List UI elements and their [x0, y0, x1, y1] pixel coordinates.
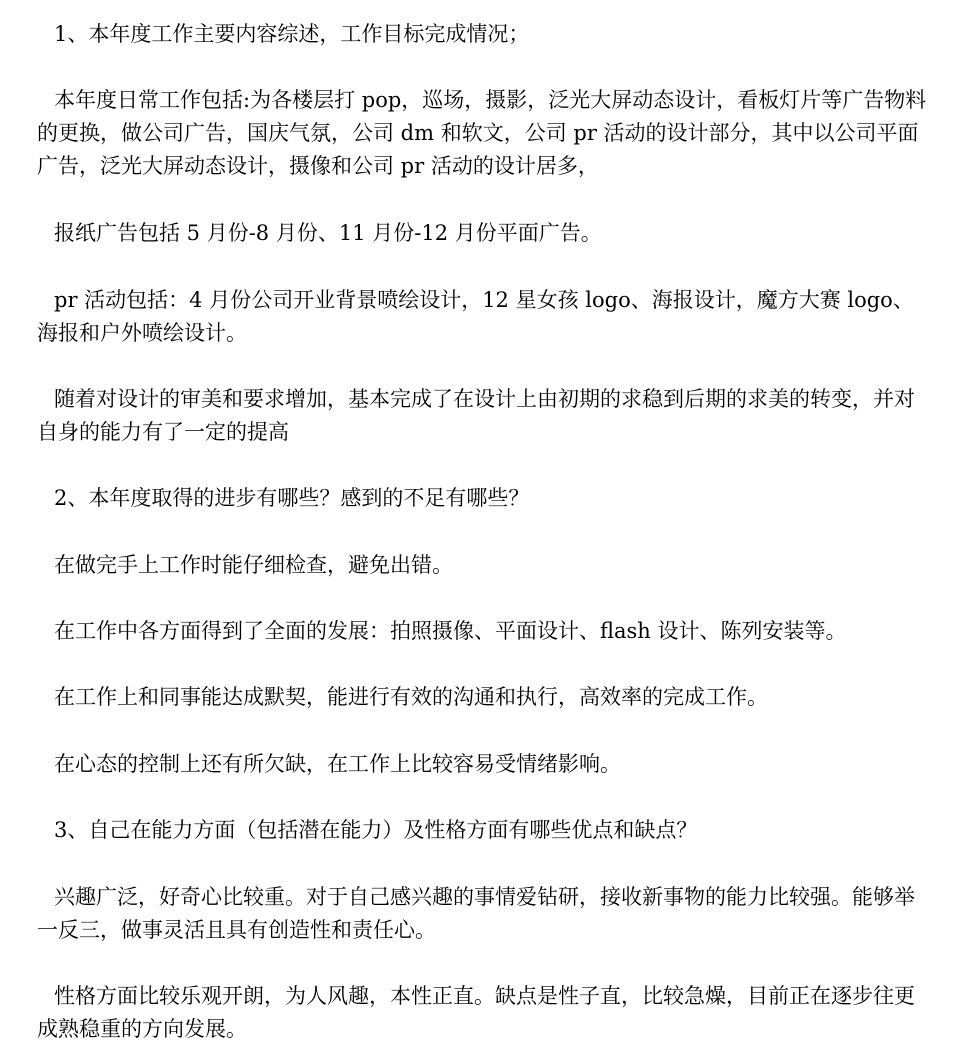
paragraph-personality: 性格方面比较乐观开朗，为人风趣，本性正直。缺点是性子直，比较急燥，目前正在逐步往更成熟稳重的方向发展。: [37, 984, 915, 1041]
paragraph-pr-activities: pr 活动包括：4 月份公司开业背景喷绘设计，12 星女孩 logo、海报设计，魔方大赛 logo、海报和户外喷绘设计。: [37, 288, 914, 345]
paragraph-careful-check: 在做完手上工作时能仔细检查，避免出错。: [54, 553, 453, 577]
heading-3: 3、自己在能力方面（包括潜在能力）及性格方面有哪些优点和缺点？: [54, 818, 698, 842]
paragraph-teamwork: 在工作上和同事能达成默契，能进行有效的沟通和执行，高效率的完成工作。: [54, 685, 768, 709]
heading-2: 2、本年度取得的进步有哪些？感到的不足有哪些？: [54, 486, 530, 510]
paragraph-mindset: 在心态的控制上还有所欠缺，在工作上比较容易受情绪影响。: [54, 752, 621, 776]
paragraph-newspaper-ads: 报纸广告包括 5 月份-8 月份、11 月份-12 月份平面广告。: [54, 221, 602, 245]
paragraph-all-round-development: 在工作中各方面得到了全面的发展：拍照摄像、平面设计、flash 设计、陈列安装等。: [54, 619, 847, 643]
paragraph-daily-work: 本年度日常工作包括:为各楼层打 pop，巡场，摄影，泛光大屏动态设计，看板灯片等广告物料的更换，做公司广告，国庆气氛，公司 dm 和软文，公司 pr 活动的设计部分，其中以公司平面广告，泛光大屏动态设计，摄像和公司 pr 活动的设计居多，: [37, 88, 927, 178]
paragraph-strengths: 兴趣广泛，好奇心比较重。对于自己感兴趣的事情爱钻研，接收新事物的能力比较强。能够举一反三，做事灵活且具有创造性和责任心。: [37, 885, 915, 942]
paragraph-design-progress: 随着对设计的审美和要求增加，基本完成了在设计上由初期的求稳到后期的求美的转变，并对自身的能力有了一定的提高: [37, 387, 915, 444]
heading-1: 1、本年度工作主要内容综述，工作目标完成情况；: [54, 22, 530, 46]
